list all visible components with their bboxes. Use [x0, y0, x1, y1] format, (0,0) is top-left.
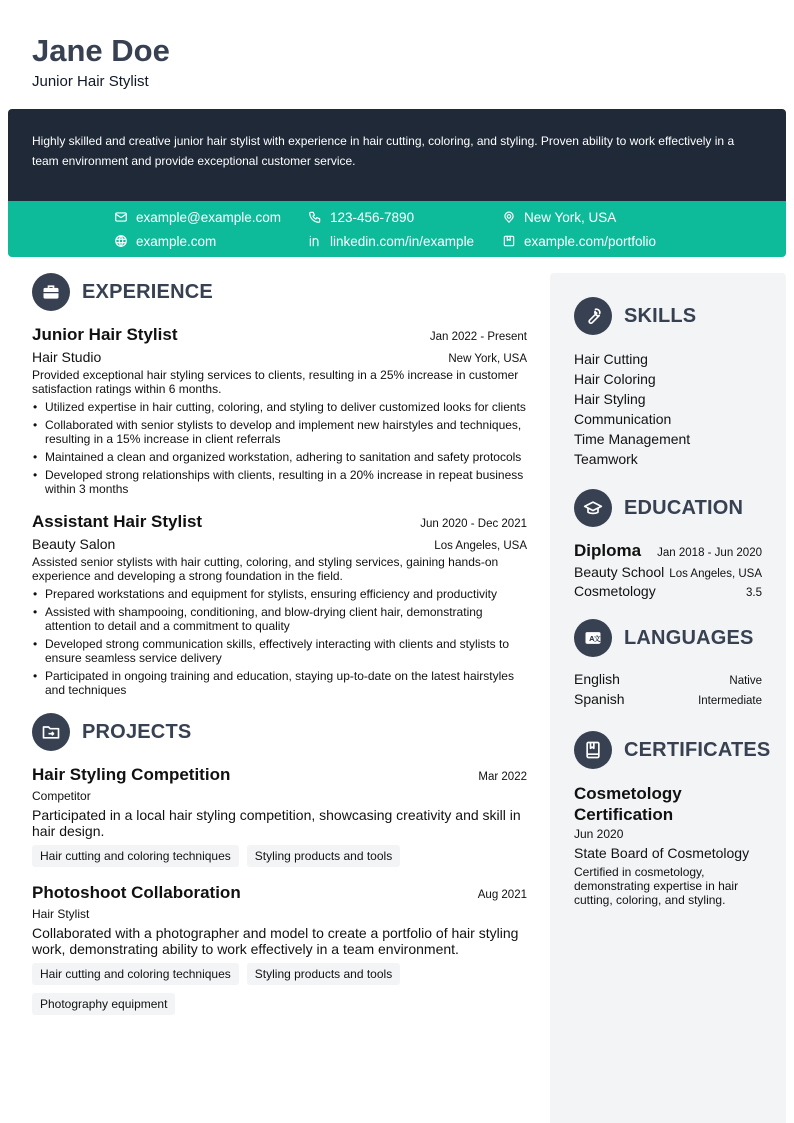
translate-icon [574, 619, 612, 657]
contact-location: New York, USA [502, 209, 702, 225]
education-field: Cosmetology [574, 583, 656, 599]
skill-item: Hair Cutting [574, 351, 648, 367]
contact-linkedin[interactable]: linkedin.com/in/example [308, 233, 502, 249]
contact-phone[interactable]: 123-456-7890 [308, 209, 502, 225]
candidate-name: Jane Doe [32, 33, 170, 68]
job-description: Provided exceptional hair styling services to clients, resulting in a 25% increase in customer satisfaction ratings within 6 months. [32, 368, 519, 396]
job-title: Junior Hair Stylist [32, 325, 178, 344]
language-name: English [574, 671, 620, 687]
certificates-section [574, 731, 771, 907]
skill-item: Time Management [574, 431, 691, 447]
experience-item [32, 325, 527, 496]
certificate-date: Jun 2020 [574, 827, 624, 841]
bullet-item: • Developed strong communication skills, effectively interacting with clients and stylists to ensure seamless service delivery [32, 637, 527, 665]
certificate-issuer: State Board of Cosmetology [574, 845, 750, 861]
candidate-title: Junior Hair Stylist [32, 73, 149, 90]
briefcase-icon [32, 273, 70, 311]
contact-portfolio[interactable]: example.com/portfolio [502, 233, 702, 249]
summary-text: Highly skilled and creative junior hair stylist with experience in hair cutting, coloring, and styling. Proven ability to work effectively in a team environment and provide exceptional customer service. [32, 134, 735, 168]
bullet-item: • Collaborated with senior stylists to develop and implement new hairstyles and techniques, resulting in a 15% increase in client referrals [32, 418, 527, 446]
bookmark-icon [502, 234, 516, 248]
svg-text:文: 文 [593, 634, 601, 643]
language-level: Native [729, 675, 762, 687]
job-bullets [32, 400, 527, 496]
tag: Hair cutting and coloring techniques [32, 963, 239, 985]
skills-title: SKILLS [624, 304, 697, 327]
job-location: New York, USA [448, 353, 527, 365]
project-tags [32, 845, 527, 867]
mail-icon [114, 210, 128, 224]
education-section [574, 489, 762, 599]
bullet-item: • Prepared workstations and equipment for stylists, ensuring efficiency and productivity [32, 587, 527, 601]
skill-item: Teamwork [574, 451, 638, 467]
projects-header [32, 713, 527, 751]
tag: Photography equipment [32, 993, 175, 1015]
project-role: Hair Stylist [32, 907, 90, 921]
education-gpa: 3.5 [746, 587, 762, 599]
job-company: Beauty Salon [32, 536, 116, 552]
graduation-cap-icon [574, 489, 612, 527]
certificates-header [574, 731, 771, 769]
experience-title: EXPERIENCE [82, 280, 213, 303]
education-degree: Diploma [574, 541, 642, 560]
resume-header [32, 32, 170, 90]
bullet-item: • Utilized expertise in hair cutting, coloring, and styling to deliver customized looks for clients [32, 400, 527, 414]
project-item [32, 883, 527, 1015]
folder-icon [32, 713, 70, 751]
skills-section [574, 297, 762, 469]
language-name: Spanish [574, 691, 625, 707]
experience-item [32, 512, 527, 697]
map-pin-icon [502, 210, 516, 224]
sidebar-column [550, 273, 786, 1123]
skill-item: Hair Styling [574, 391, 646, 407]
project-role: Competitor [32, 789, 91, 803]
project-item [32, 765, 527, 867]
skills-header [574, 297, 762, 335]
job-date: Jan 2022 - Present [429, 331, 527, 343]
languages-section [574, 619, 762, 711]
linkedin-icon [308, 234, 322, 248]
skill-item: Communication [574, 411, 672, 427]
summary-panel [8, 109, 786, 201]
project-description: Collaborated with a photographer and model to create a portfolio of hair styling work, demonstrating ability to work effectively in a team environment. [32, 925, 519, 957]
job-title: Assistant Hair Stylist [32, 512, 203, 531]
book-icon [574, 731, 612, 769]
skill-item: Hair Coloring [574, 371, 656, 387]
job-bullets [32, 587, 527, 697]
project-title: Hair Styling Competition [32, 765, 231, 784]
bullet-item: • Maintained a clean and organized workstation, adhering to sanitation and safety protocols [32, 450, 527, 464]
tag: Styling products and tools [247, 845, 400, 867]
project-tags [32, 963, 527, 1015]
bullet-item: • Participated in ongoing training and education, staying up-to-date on the latest hairstyles and techniques [32, 669, 527, 697]
contact-email[interactable]: example@example.com [114, 209, 308, 225]
projects-title: PROJECTS [82, 720, 192, 743]
project-date: Aug 2021 [477, 889, 527, 901]
job-description: Assisted senior stylists with hair cutting, coloring, and styling services, gaining hands-on experience and developing a strong foundation in the field. [32, 555, 499, 583]
education-title: EDUCATION [624, 496, 744, 519]
languages-header [574, 619, 762, 657]
main-column [32, 273, 527, 1031]
language-level: Intermediate [698, 695, 762, 707]
certificates-title: CERTIFICATES [624, 738, 771, 761]
education-location: Los Angeles, USA [669, 568, 762, 580]
education-date: Jan 2018 - Jun 2020 [657, 547, 762, 559]
phone-icon [308, 210, 322, 224]
tag: Hair cutting and coloring techniques [32, 845, 239, 867]
job-company: Hair Studio [32, 349, 102, 365]
project-title: Photoshoot Collaboration [32, 883, 241, 902]
contact-website[interactable]: example.com [114, 233, 308, 249]
language-item [574, 671, 762, 691]
language-item [574, 691, 762, 711]
languages-title: LANGUAGES [624, 626, 754, 649]
svg-text:A: A [589, 634, 595, 643]
project-date: Mar 2022 [478, 771, 527, 783]
globe-icon [114, 234, 128, 248]
education-school: Beauty School [574, 564, 665, 580]
bullet-item: • Assisted with shampooing, conditioning, and blow-drying client hair, demonstrating attention to detail and a commitment to quality [32, 605, 527, 633]
certificate-name: Cosmetology Certification [574, 784, 682, 824]
job-date: Jun 2020 - Dec 2021 [420, 518, 527, 530]
education-header [574, 489, 762, 527]
experience-header [32, 273, 527, 311]
bullet-item: • Developed strong relationships with clients, resulting in a 20% increase in repeat business within 3 months [32, 468, 527, 496]
certificate-description: Certified in cosmetology, demonstrating expertise in hair cutting, coloring, and styling. [574, 865, 739, 907]
wrench-icon [574, 297, 612, 335]
project-description: Participated in a local hair styling competition, showcasing creativity and skill in hair design. [32, 807, 521, 839]
tag: Styling products and tools [247, 963, 400, 985]
job-location: Los Angeles, USA [434, 540, 527, 552]
contact-bar [8, 201, 786, 257]
